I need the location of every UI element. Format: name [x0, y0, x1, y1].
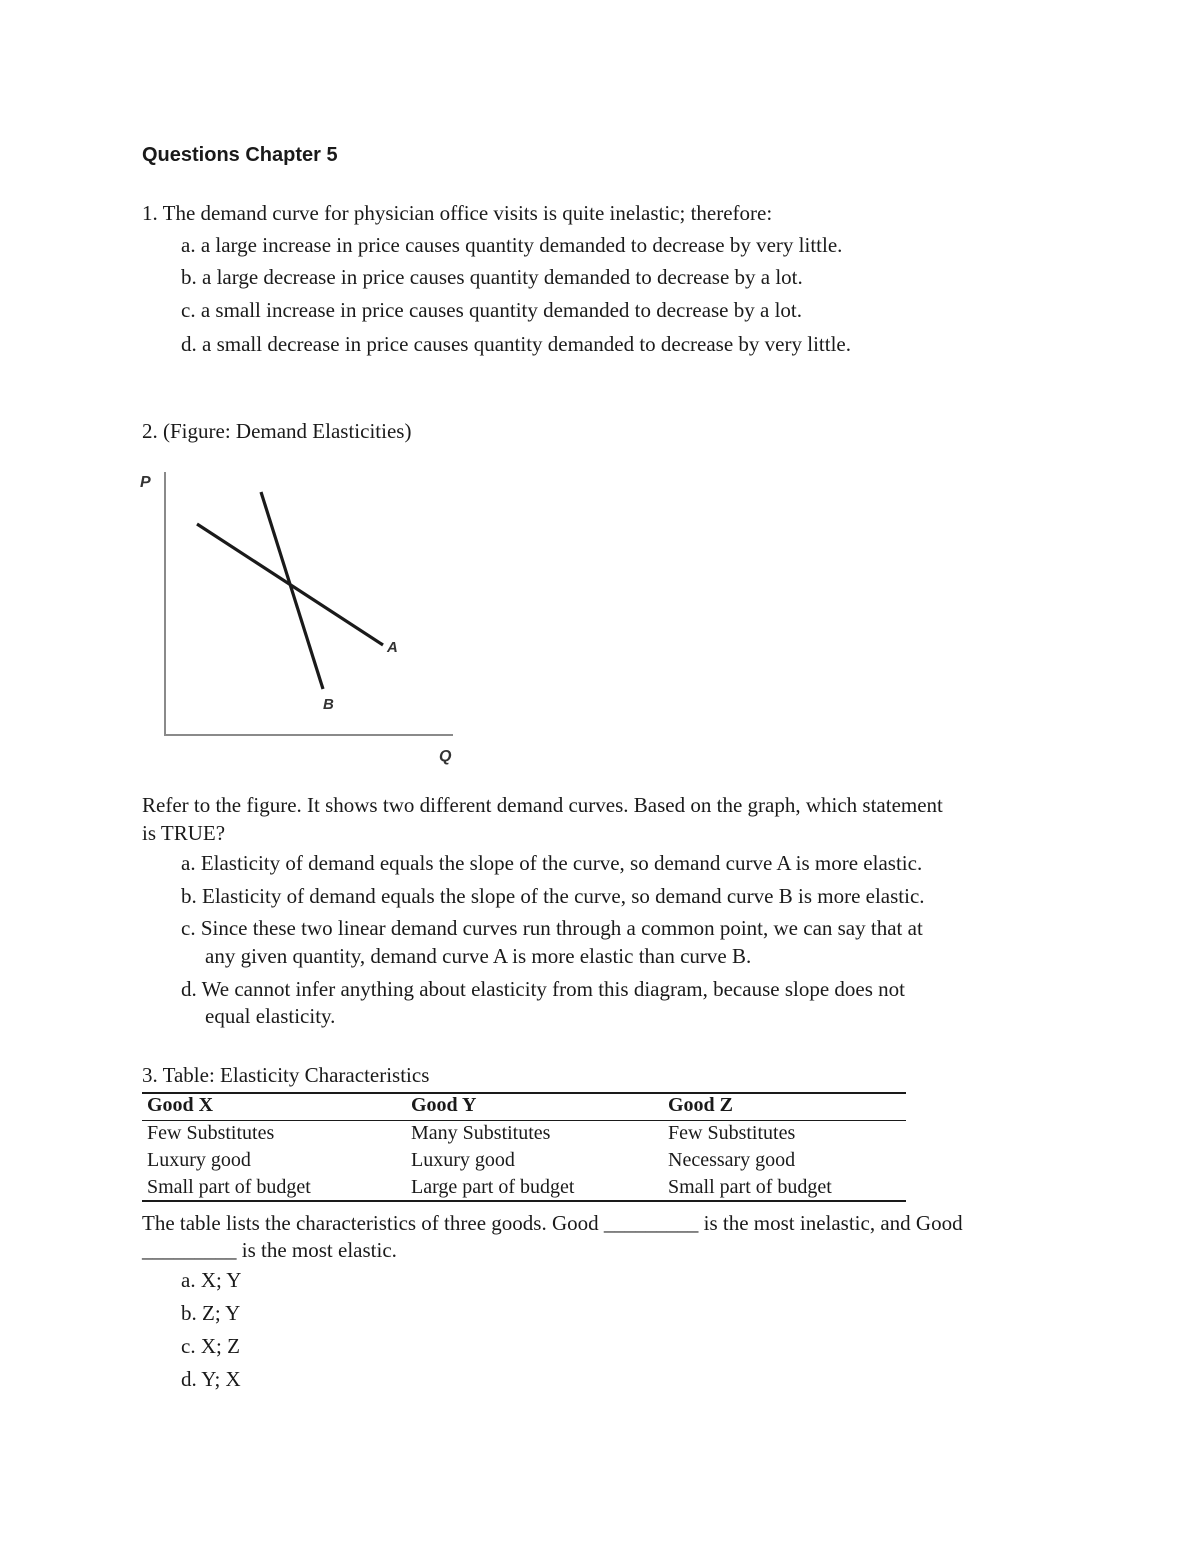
table-cell: Many Substitutes: [411, 1122, 551, 1144]
question-2-option-d-line-2: equal elasticity.: [205, 1004, 336, 1028]
question-2-body-line-2: is TRUE?: [142, 821, 226, 845]
question-2-option-a: a. Elasticity of demand equals the slope of the curve, so demand curve A is more elastic.: [181, 851, 923, 875]
question-1-option-c: c. a small increase in price causes quantity demanded to decrease by a lot.: [181, 298, 802, 322]
table-cell: Necessary good: [668, 1149, 796, 1171]
curve-a-label: A: [387, 639, 398, 656]
question-3-option-d: d. Y; X: [181, 1367, 241, 1391]
demand-elasticities-figure: [130, 462, 470, 772]
table-cell: Small part of budget: [668, 1176, 832, 1198]
question-1-option-d: d. a small decrease in price causes quantity demanded to decrease by very little.: [181, 332, 851, 356]
question-2-stem: 2. (Figure: Demand Elasticities): [142, 419, 412, 443]
question-2-option-b: b. Elasticity of demand equals the slope of the curve, so demand curve B is more elastic.: [181, 884, 925, 908]
question-3-option-b: b. Z; Y: [181, 1301, 241, 1325]
table-cell: Large part of budget: [411, 1176, 575, 1198]
table-cell: Few Substitutes: [147, 1122, 275, 1144]
question-2-option-c-line-2: any given quantity, demand curve A is more elastic than curve B.: [205, 944, 752, 968]
question-3-option-a: a. X; Y: [181, 1268, 242, 1292]
price-axis-label: P: [140, 474, 151, 491]
demand-curve-b: [261, 492, 323, 689]
question-2-option-d-line-1: d. We cannot infer anything about elasticity from this diagram, because slope does not: [181, 977, 905, 1001]
table-bottom-rule: [142, 1200, 906, 1202]
question-2-option-c-line-1: c. Since these two linear demand curves run through a common point, we can say that at: [181, 916, 923, 940]
page-title: Questions Chapter 5: [142, 144, 338, 166]
table-header-good-z: Good Z: [668, 1094, 734, 1116]
question-2-body-line-1: Refer to the figure. It shows two different demand curves. Based on the graph, which statement: [142, 793, 943, 817]
question-1-option-b: b. a large decrease in price causes quantity demanded to decrease by a lot.: [181, 265, 803, 289]
table-cell: Luxury good: [411, 1149, 515, 1171]
question-1-stem: 1. The demand curve for physician office visits is quite inelastic; therefore:: [142, 201, 773, 225]
table-cell: Luxury good: [147, 1149, 251, 1171]
question-3-body-line-2: _________ is the most elastic.: [142, 1238, 397, 1262]
table-header-rule: [142, 1120, 906, 1121]
curve-b-label: B: [323, 696, 334, 713]
table-header-good-x: Good X: [147, 1094, 214, 1116]
table-cell: Few Substitutes: [668, 1122, 796, 1144]
question-3-body-line-1: The table lists the characteristics of three goods. Good _________ is the most inelastic, and Good: [142, 1211, 963, 1235]
question-1-option-a: a. a large increase in price causes quantity demanded to decrease by very little.: [181, 233, 843, 257]
quantity-axis-label: Q: [439, 748, 452, 765]
table-header-good-y: Good Y: [411, 1094, 477, 1116]
question-3-option-c: c. X; Z: [181, 1334, 240, 1358]
question-3-stem: 3. Table: Elasticity Characteristics: [142, 1063, 430, 1087]
table-cell: Small part of budget: [147, 1176, 311, 1198]
table-top-rule: [142, 1092, 906, 1094]
